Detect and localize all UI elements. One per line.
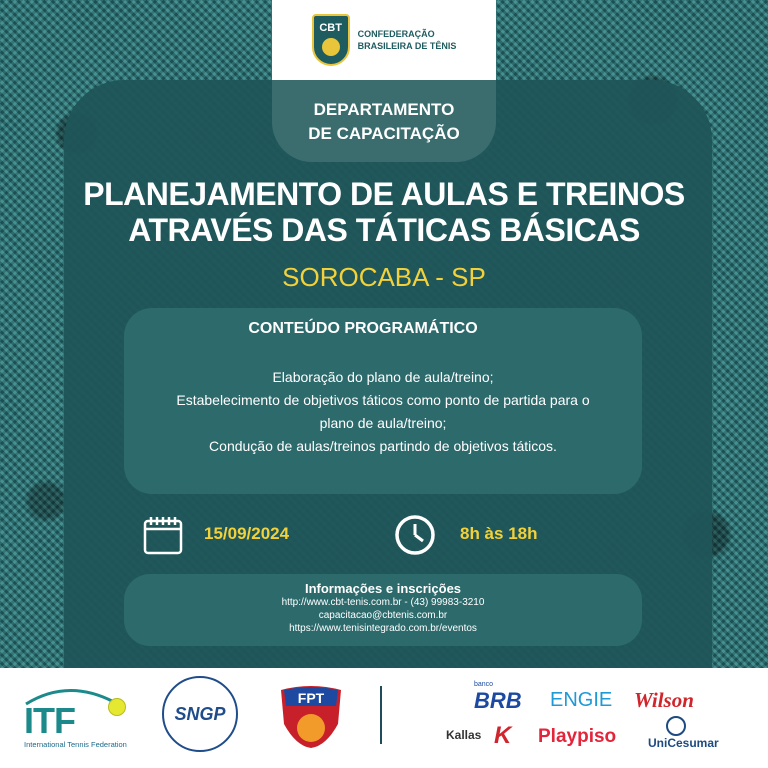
cbt-logo-abbr: CBT — [319, 22, 342, 34]
cbt-logo — [272, 0, 496, 80]
calendar-icon — [142, 514, 184, 556]
cbt-logo-name — [358, 28, 457, 52]
department-line1: DEPARTAMENTO — [313, 100, 455, 119]
title-line1: PLANEJAMENTO DE AULAS E TREINOS — [83, 176, 685, 212]
engie-logo: ENGIE — [550, 689, 613, 711]
itf-name: International Tennis Federation — [24, 740, 127, 749]
content-body — [134, 366, 632, 458]
info-events-url[interactable]: https://www.tenisintegrado.com.br/eventos — [289, 623, 477, 634]
content-line: Estabelecimento de objetivos táticos como ponto de partida para o — [176, 392, 590, 408]
content-heading: CONTEÚDO PROGRAMÁTICO — [248, 320, 478, 337]
playpiso-logo: Playpiso — [538, 726, 617, 747]
department-badge — [272, 80, 496, 162]
brb-logo: BRB — [474, 688, 522, 713]
sngp-text: SNGP — [174, 703, 226, 724]
info-box — [124, 574, 642, 646]
event-title — [70, 176, 698, 248]
content-box — [124, 308, 642, 494]
clock-icon — [394, 514, 436, 556]
cbt-shield-icon — [312, 14, 350, 66]
sngp-logo — [162, 676, 238, 752]
fpt-text: FPT — [297, 690, 325, 706]
event-city: SOROCABA - SP — [282, 262, 486, 292]
department-line2: DE CAPACITAÇÃO — [308, 124, 460, 143]
itf-logo: ITF — [24, 700, 75, 741]
info-website-phone[interactable]: http://www.cbt-tenis.com.br - (43) 99983-3210 — [281, 597, 485, 608]
tennis-ball-icon — [322, 38, 340, 56]
content-line: Condução de aulas/treinos partindo de objetivos táticos. — [209, 438, 557, 454]
info-heading: Informações e inscrições — [304, 581, 462, 596]
content-line: Elaboração do plano de aula/treino; — [272, 369, 494, 385]
fpt-shield-icon — [276, 684, 346, 750]
event-date: 15/09/2024 — [204, 524, 290, 543]
kallas-k-icon: K — [494, 722, 512, 749]
footer-divider — [380, 686, 382, 744]
event-time: 8h às 18h — [460, 524, 538, 543]
brb-banco-label: banco — [474, 681, 494, 688]
cbt-name-line2: BRASILEIRA DE TÊNIS — [357, 41, 457, 51]
unicesumar-logo: UniCesumar — [648, 736, 719, 750]
title-line2: ATRAVÉS DAS TÁTICAS BÁSICAS — [128, 212, 640, 248]
content-line: plano de aula/treino; — [319, 415, 447, 431]
unicesumar-icon — [666, 716, 686, 736]
wilson-logo: Wilson — [634, 688, 694, 712]
itf-ball-icon — [108, 698, 126, 716]
info-email[interactable]: capacitacao@cbtenis.com.br — [318, 610, 448, 621]
kallas-logo: Kallas — [446, 728, 482, 742]
cbt-name-line1: CONFEDERAÇÃO — [357, 29, 435, 39]
